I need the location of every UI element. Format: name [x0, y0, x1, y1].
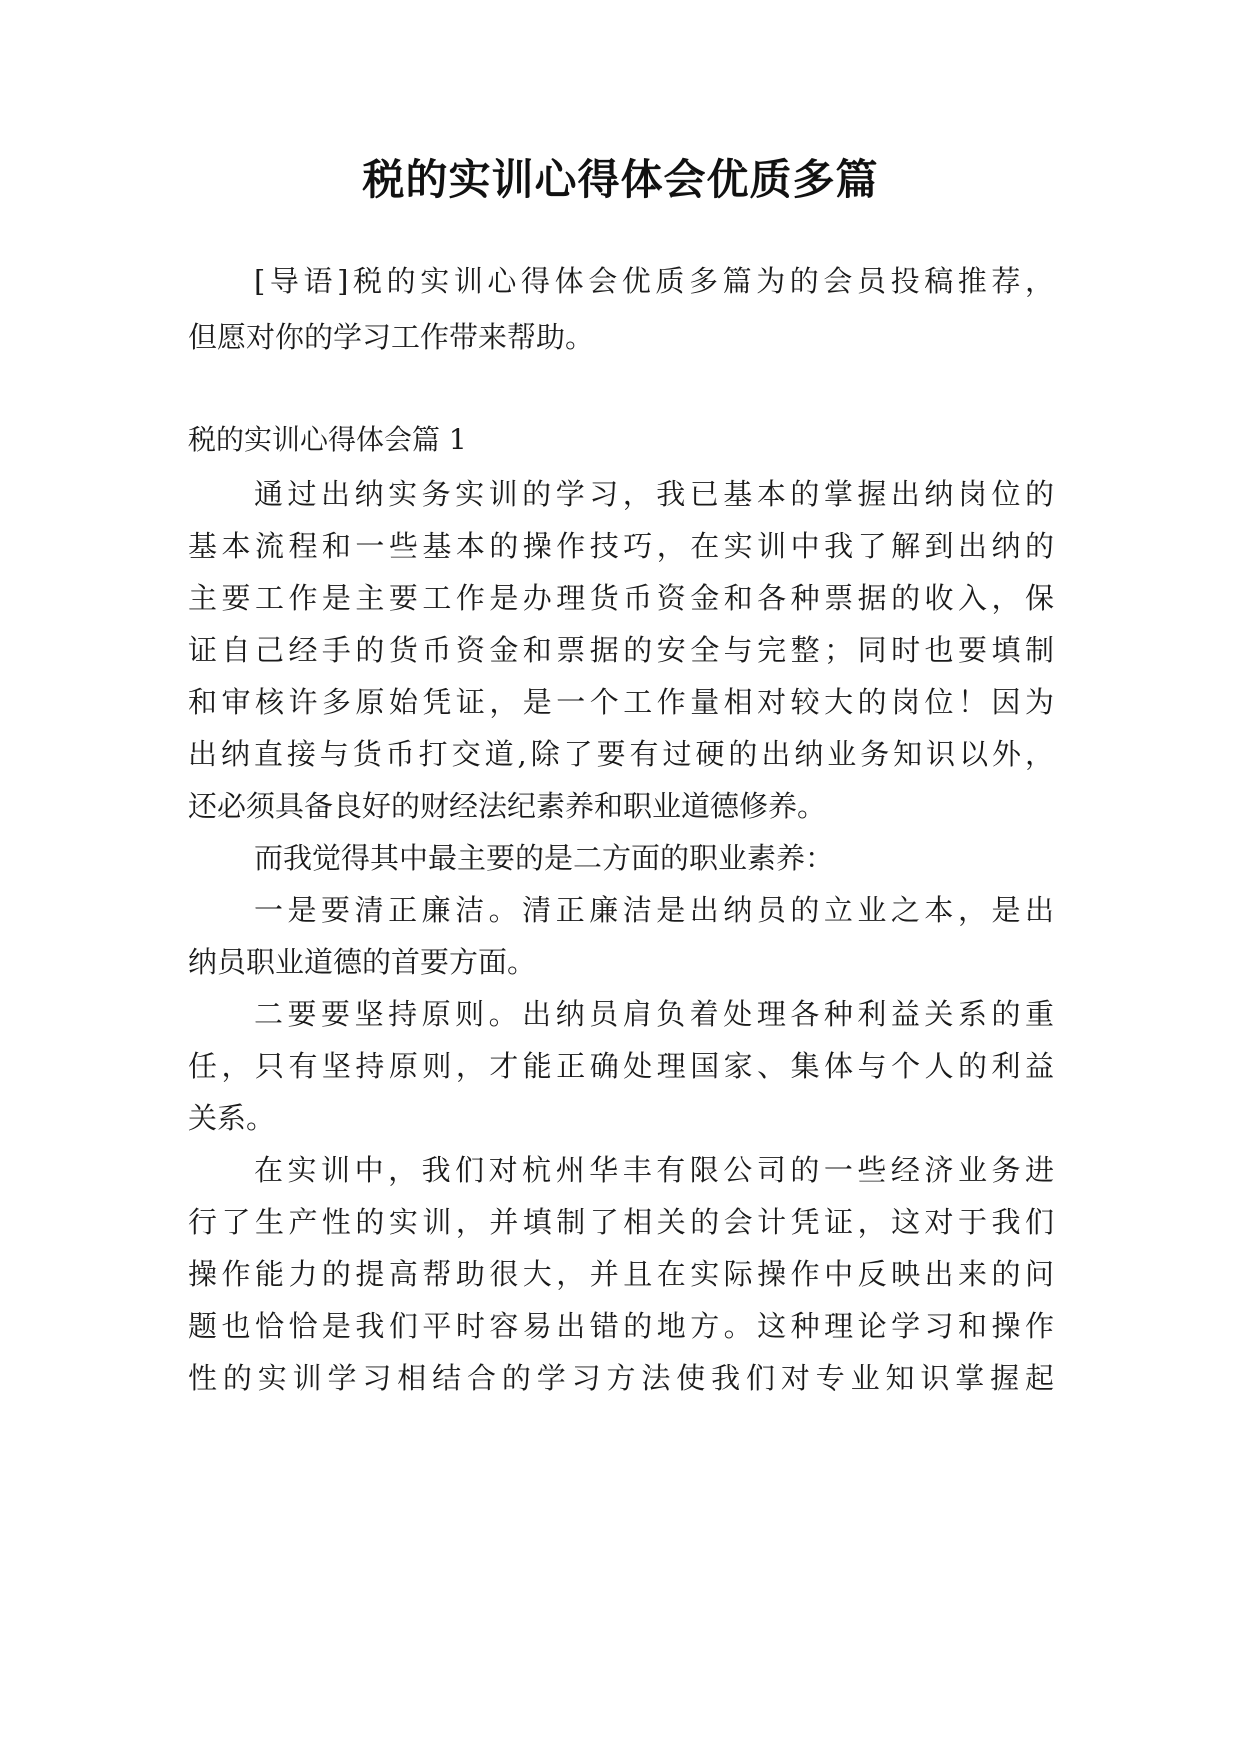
paragraph-1-line: 证自己经手的货币资金和票据的安全与完整；同时也要填制 — [188, 633, 1054, 667]
paragraph-2-line: 而我觉得其中最主要的是二方面的职业素养： — [254, 841, 835, 875]
paragraph-4-line: 二要要坚持原则。出纳员肩负着处理各种利益关系的重 — [254, 997, 1054, 1031]
paragraph-5-line: 在实训中，我们对杭州华丰有限公司的一些经济业务进 — [254, 1153, 1054, 1187]
paragraph-3-line: 纳员职业道德的首要方面。 — [188, 945, 537, 979]
paragraph-5-line: 行了生产性的实训，并填制了相关的会计凭证，这对于我们 — [188, 1205, 1054, 1239]
paragraph-5-line: 操作能力的提高帮助很大，并且在实际操作中反映出来的问 — [188, 1257, 1054, 1291]
paragraph-4-line: 关系。 — [188, 1101, 276, 1135]
paragraph-1-line: 通过出纳实务实训的学习，我已基本的掌握出纳岗位的 — [254, 477, 1054, 511]
paragraph-4-line: 任，只有坚持原则，才能正确处理国家、集体与个人的利益 — [188, 1049, 1054, 1083]
document-title: 税的实训心得体会优质多篇 — [362, 155, 879, 204]
paragraph-5-line: 题也恰恰是我们平时容易出错的地方。这种理论学习和操作 — [188, 1309, 1054, 1343]
paragraph-1-line: 和审核许多原始凭证，是一个工作量相对较大的岗位！因为 — [188, 685, 1054, 719]
paragraph-3-line: 一是要清正廉洁。清正廉洁是出纳员的立业之本，是出 — [254, 893, 1054, 927]
paragraph-1-line: 主要工作是主要工作是办理货币资金和各种票据的收入，保 — [188, 581, 1054, 615]
section-heading: 税的实训心得体会篇 1 — [188, 423, 467, 456]
paragraph-1-line: 出纳直接与货币打交道,除了要有过硬的出纳业务知识以外， — [188, 737, 1054, 771]
paragraph-5-line: 性的实训学习相结合的学习方法使我们对专业知识掌握起 — [188, 1361, 1054, 1395]
intro-line-1: [导语]税的实训心得体会优质多篇为的会员投稿推荐， — [254, 264, 1054, 298]
paragraph-1-line: 还必须具备良好的财经法纪素养和职业道德修养。 — [188, 789, 827, 823]
paragraph-1-line: 基本流程和一些基本的操作技巧，在实训中我了解到出纳的 — [188, 529, 1054, 563]
intro-line-2: 但愿对你的学习工作带来帮助。 — [188, 320, 595, 354]
